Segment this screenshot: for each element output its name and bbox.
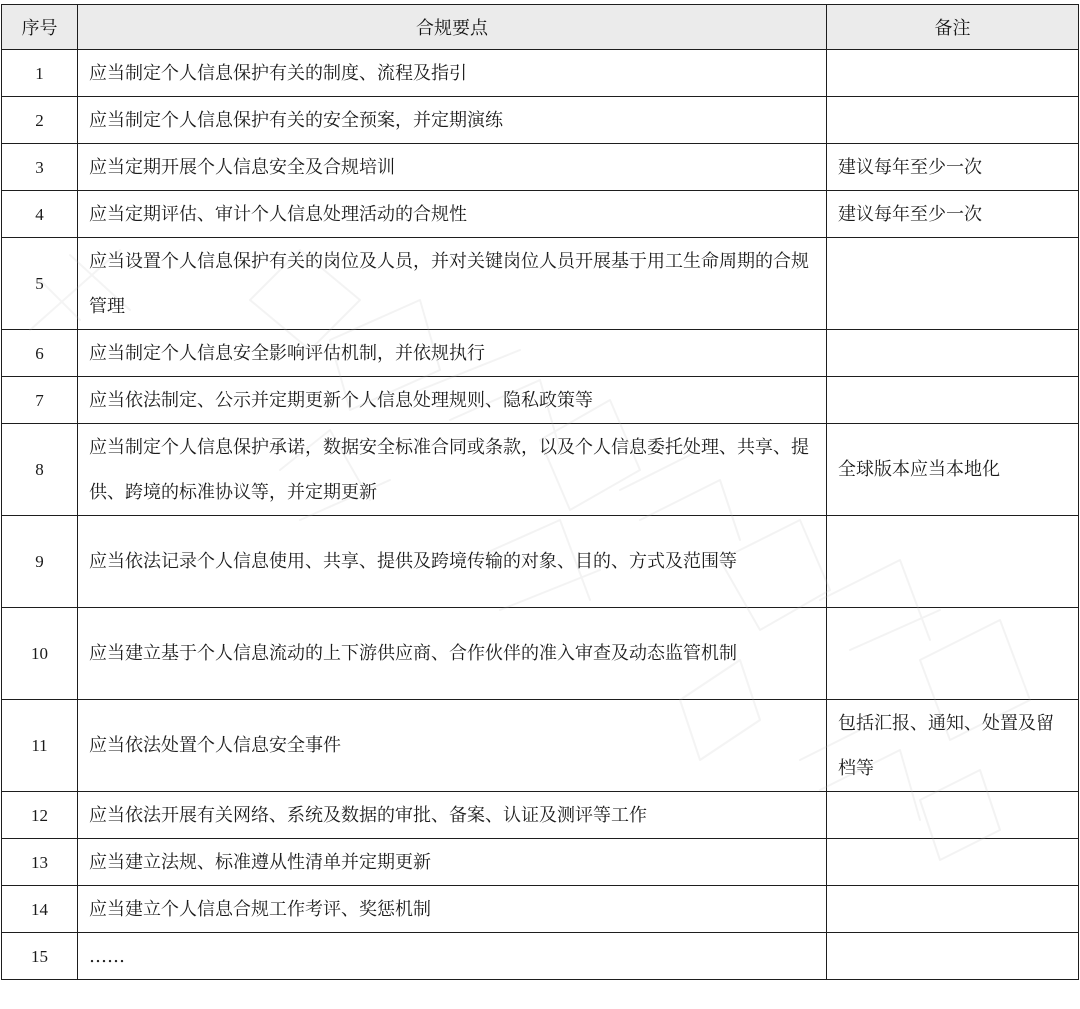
row-point: 应当制定个人信息保护有关的制度、流程及指引 bbox=[78, 50, 827, 97]
table-row bbox=[2, 516, 1079, 608]
row-point: 应当依法制定、公示并定期更新个人信息处理规则、隐私政策等 bbox=[78, 377, 827, 424]
table-row bbox=[2, 608, 1079, 700]
compliance-table-container bbox=[1, 4, 1078, 980]
row-note bbox=[827, 377, 1079, 424]
row-note: 包括汇报、通知、处置及留档等 bbox=[827, 700, 1079, 792]
table-row bbox=[2, 886, 1079, 933]
table-row bbox=[2, 792, 1079, 839]
row-index: 7 bbox=[2, 377, 78, 424]
row-point: 应当制定个人信息保护有关的安全预案，并定期演练 bbox=[78, 97, 827, 144]
row-note bbox=[827, 608, 1079, 700]
table-row bbox=[2, 839, 1079, 886]
row-index: 6 bbox=[2, 330, 78, 377]
row-note bbox=[827, 516, 1079, 608]
row-note bbox=[827, 50, 1079, 97]
row-index: 2 bbox=[2, 97, 78, 144]
row-note bbox=[827, 839, 1079, 886]
table-row bbox=[2, 97, 1079, 144]
row-note: 建议每年至少一次 bbox=[827, 144, 1079, 191]
header-point: 合规要点 bbox=[78, 5, 827, 50]
row-index: 1 bbox=[2, 50, 78, 97]
row-index: 12 bbox=[2, 792, 78, 839]
row-point: 应当制定个人信息保护承诺，数据安全标准合同或条款，以及个人信息委托处理、共享、提供、跨境的标准协议等，并定期更新 bbox=[78, 424, 827, 516]
row-index: 10 bbox=[2, 608, 78, 700]
row-index: 9 bbox=[2, 516, 78, 608]
row-point: 应当制定个人信息安全影响评估机制，并依规执行 bbox=[78, 330, 827, 377]
row-point: 应当依法记录个人信息使用、共享、提供及跨境传输的对象、目的、方式及范围等 bbox=[78, 516, 827, 608]
row-point: 应当定期评估、审计个人信息处理活动的合规性 bbox=[78, 191, 827, 238]
table-row bbox=[2, 330, 1079, 377]
row-index: 8 bbox=[2, 424, 78, 516]
row-note bbox=[827, 238, 1079, 330]
table-row bbox=[2, 424, 1079, 516]
header-note: 备注 bbox=[827, 5, 1079, 50]
header-row bbox=[2, 5, 1079, 50]
table-body bbox=[2, 50, 1079, 980]
row-note: 建议每年至少一次 bbox=[827, 191, 1079, 238]
table-row bbox=[2, 700, 1079, 792]
table-row bbox=[2, 144, 1079, 191]
table-header bbox=[2, 5, 1079, 50]
row-index: 15 bbox=[2, 933, 78, 980]
table-row bbox=[2, 50, 1079, 97]
row-index: 4 bbox=[2, 191, 78, 238]
row-note bbox=[827, 330, 1079, 377]
table-row bbox=[2, 377, 1079, 424]
row-point: …… bbox=[78, 933, 827, 980]
table-row bbox=[2, 933, 1079, 980]
row-point: 应当建立基于个人信息流动的上下游供应商、合作伙伴的准入审查及动态监管机制 bbox=[78, 608, 827, 700]
row-note bbox=[827, 933, 1079, 980]
row-point: 应当定期开展个人信息安全及合规培训 bbox=[78, 144, 827, 191]
table-row bbox=[2, 191, 1079, 238]
row-index: 3 bbox=[2, 144, 78, 191]
row-note: 全球版本应当本地化 bbox=[827, 424, 1079, 516]
row-index: 13 bbox=[2, 839, 78, 886]
row-note bbox=[827, 886, 1079, 933]
row-point: 应当依法开展有关网络、系统及数据的审批、备案、认证及测评等工作 bbox=[78, 792, 827, 839]
header-index: 序号 bbox=[2, 5, 78, 50]
row-point: 应当建立个人信息合规工作考评、奖惩机制 bbox=[78, 886, 827, 933]
row-index: 14 bbox=[2, 886, 78, 933]
row-note bbox=[827, 792, 1079, 839]
row-point: 应当依法处置个人信息安全事件 bbox=[78, 700, 827, 792]
row-index: 5 bbox=[2, 238, 78, 330]
compliance-table bbox=[1, 4, 1079, 980]
row-index: 11 bbox=[2, 700, 78, 792]
row-point: 应当设置个人信息保护有关的岗位及人员，并对关键岗位人员开展基于用工生命周期的合规管理 bbox=[78, 238, 827, 330]
table-row bbox=[2, 238, 1079, 330]
row-note bbox=[827, 97, 1079, 144]
row-point: 应当建立法规、标准遵从性清单并定期更新 bbox=[78, 839, 827, 886]
